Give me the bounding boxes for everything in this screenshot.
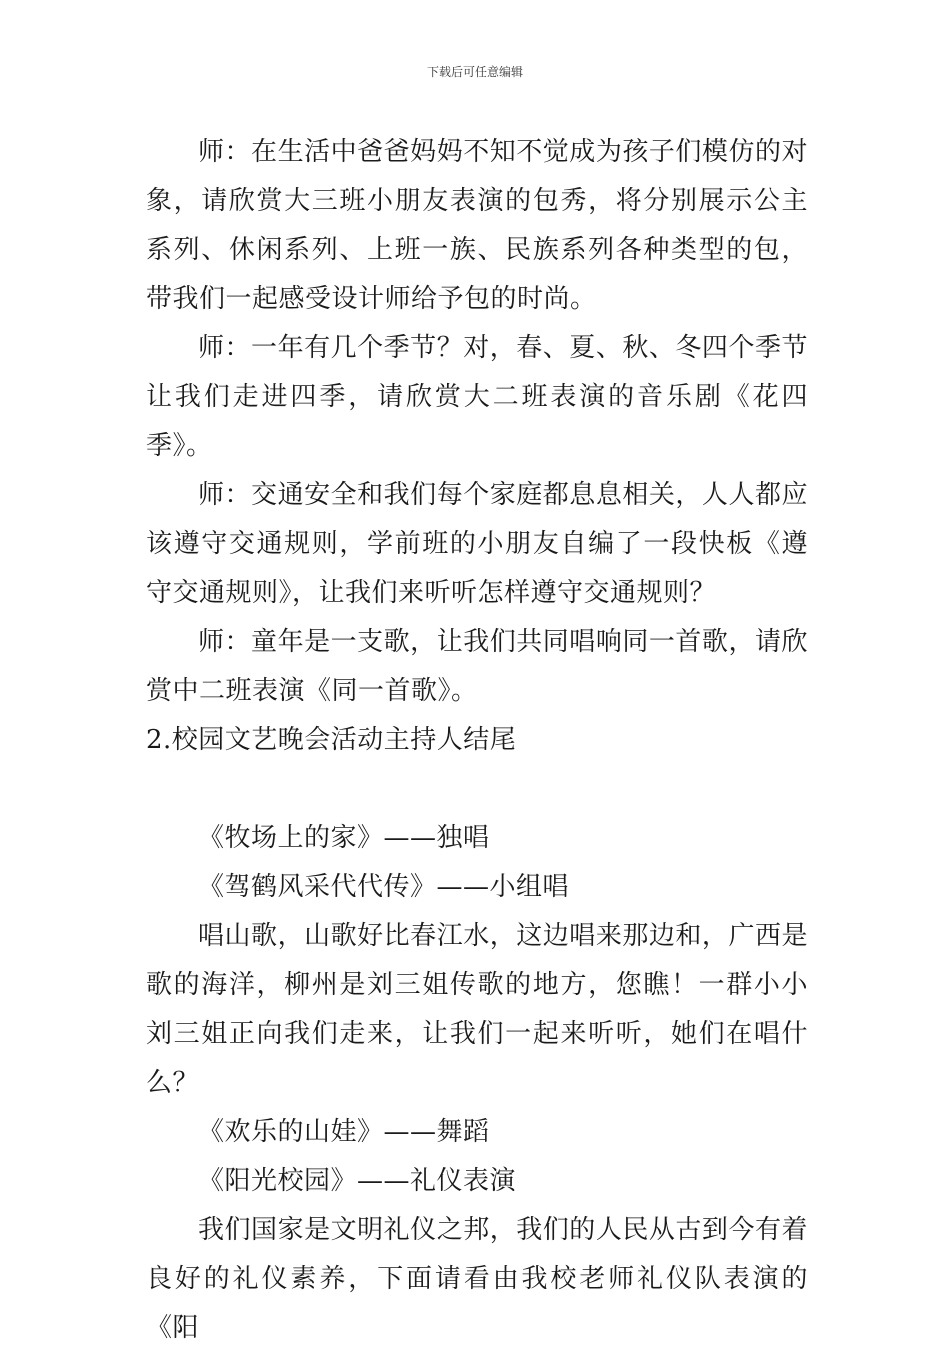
paragraph-etiquette: 我们国家是文明礼仪之邦，我们的人民从古到今有着良好的礼仪素养，下面请看由我校老师礼仪队表演的《阳: [146, 1215, 808, 1343]
program-item-crane-chorus: 《驾鹤风采代代传》——小组唱: [198, 872, 570, 902]
paragraph-same-song: 师：童年是一支歌，让我们共同唱响同一首歌，请欣赏中二班表演《同一首歌》。: [146, 627, 808, 706]
paragraph-bag-show: 师：在生活中爸爸妈妈不知不觉成为孩子们模仿的对象，请欣赏大三班小朋友表演的包秀，将分别展示公主系列、休闲系列、上班一族、民族系列各种类型的包，带我们一起感受设计师给予包的时尚。: [146, 137, 808, 314]
paragraph-four-seasons: 师：一年有几个季节？对，春、夏、秋、冬四个季节让我们走进四季，请欣赏大二班表演的音乐剧《花四季》。: [146, 333, 808, 461]
paragraph-traffic-safety: 师：交通安全和我们每个家庭都息息相关，人人都应该遵守交通规则，学前班的小朋友自编了一段快板《遵守交通规则》，让我们来听听怎样遵守交通规则？: [146, 480, 808, 608]
program-item-sunny-campus: 《阳光校园》——礼仪表演: [198, 1166, 517, 1196]
paragraph-liu-sanjie: 唱山歌，山歌好比春江水，这边唱来那边和，广西是歌的海洋，柳州是刘三姐传歌的地方，您瞧！一群小小刘三姐正向我们走来，让我们一起来听听，她们在唱什么？: [146, 921, 808, 1098]
program-item-ranch-home: 《牧场上的家》——独唱: [198, 823, 490, 853]
page-header-note: 下载后可任意编辑: [426, 65, 523, 79]
section-heading-closing: 2.校园文艺晚会活动主持人结尾: [146, 725, 517, 755]
blank-line: [146, 765, 808, 814]
program-item-happy-mountain-kids: 《欢乐的山娃》——舞蹈: [198, 1117, 490, 1147]
document-body: [146, 128, 808, 1353]
